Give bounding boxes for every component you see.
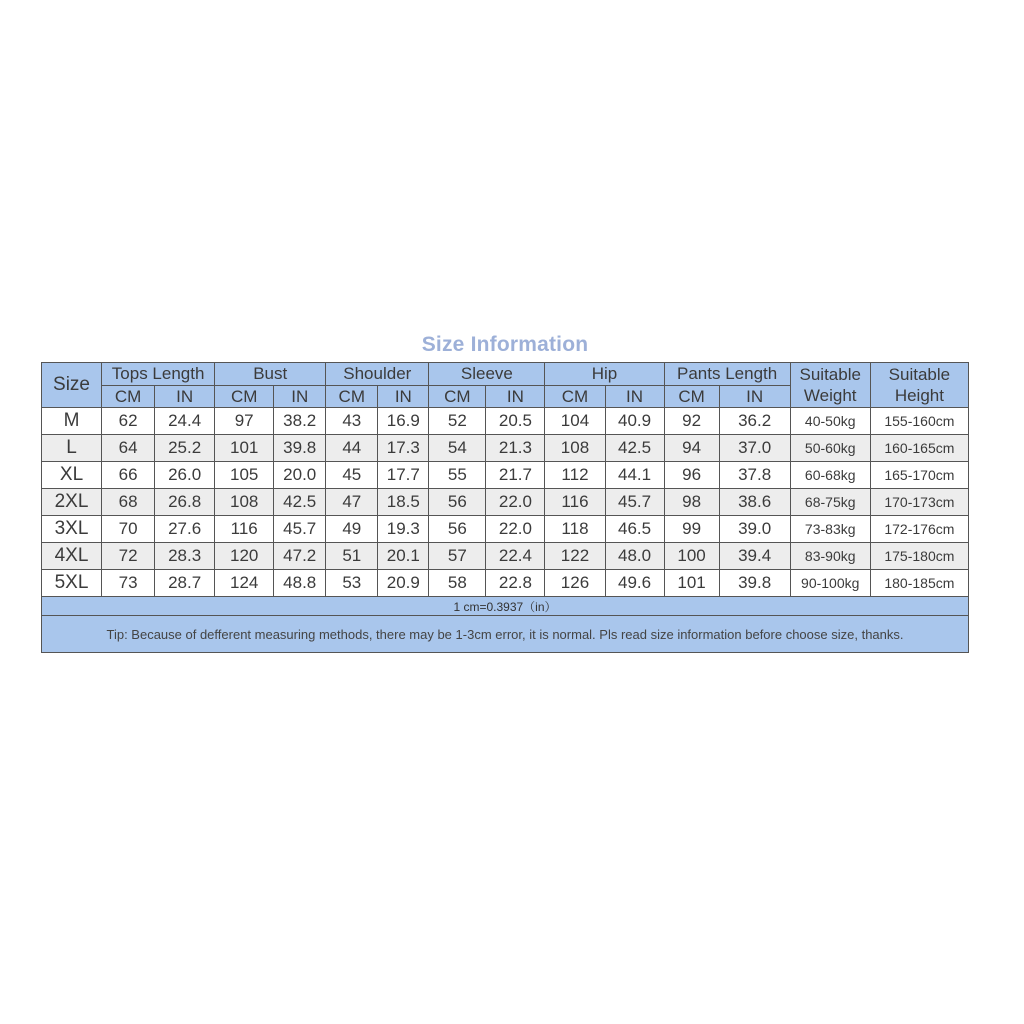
suitable-weight-value: 73-83kg — [790, 516, 870, 543]
header-height-line1: Suitable — [888, 365, 951, 384]
size-table — [41, 362, 969, 653]
cm-value: 47 — [326, 489, 378, 516]
cm-value: 116 — [545, 489, 605, 516]
cm-value: 101 — [215, 435, 274, 462]
unit-in: IN — [274, 386, 326, 408]
size-header: Size — [42, 363, 102, 408]
cm-value: 100 — [664, 543, 719, 570]
in-value: 39.8 — [719, 570, 790, 597]
cm-value: 58 — [429, 570, 486, 597]
in-value: 39.4 — [719, 543, 790, 570]
suitable-height-value: 172-176cm — [870, 516, 968, 543]
cm-value: 112 — [545, 462, 605, 489]
in-value: 38.6 — [719, 489, 790, 516]
in-value: 28.3 — [155, 543, 215, 570]
cm-value: 55 — [429, 462, 486, 489]
header-weight-line2: Weight — [803, 386, 857, 405]
header-weight-line1: Suitable — [799, 365, 861, 384]
header-tops-length: Tops Length — [102, 363, 215, 386]
unit-cm: CM — [429, 386, 486, 408]
header-height-line2: Height — [894, 386, 944, 405]
cm-value: 52 — [429, 408, 486, 435]
in-value: 18.5 — [378, 489, 429, 516]
cm-value: 73 — [102, 570, 155, 597]
in-value: 20.0 — [274, 462, 326, 489]
in-value: 26.0 — [155, 462, 215, 489]
cm-value: 120 — [215, 543, 274, 570]
cm-value: 94 — [664, 435, 719, 462]
table-row — [42, 435, 969, 462]
in-value: 20.1 — [378, 543, 429, 570]
cm-value: 57 — [429, 543, 486, 570]
in-value: 22.0 — [486, 516, 545, 543]
in-value: 44.1 — [605, 462, 664, 489]
table-row — [42, 489, 969, 516]
in-value: 25.2 — [155, 435, 215, 462]
unit-in: IN — [155, 386, 215, 408]
cm-value: 70 — [102, 516, 155, 543]
suitable-height-value: 175-180cm — [870, 543, 968, 570]
in-value: 21.3 — [486, 435, 545, 462]
tip-note: Tip: Because of defferent measuring methods, there may be 1-3cm error, it is normal. Pls read size information before choose size, thanks. — [42, 616, 969, 653]
suitable-weight-value: 68-75kg — [790, 489, 870, 516]
table-row — [42, 462, 969, 489]
cm-value: 56 — [429, 489, 486, 516]
unit-in: IN — [719, 386, 790, 408]
in-value: 38.2 — [274, 408, 326, 435]
in-value: 37.8 — [719, 462, 790, 489]
header-sleeve: Sleeve — [429, 363, 545, 386]
cm-value: 118 — [545, 516, 605, 543]
size-label: 3XL — [42, 516, 102, 543]
conversion-row — [42, 597, 969, 616]
unit-in: IN — [605, 386, 664, 408]
in-value: 46.5 — [605, 516, 664, 543]
unit-in: IN — [378, 386, 429, 408]
cm-value: 43 — [326, 408, 378, 435]
cm-value: 98 — [664, 489, 719, 516]
header-suitable-height — [870, 363, 968, 408]
size-label: 5XL — [42, 570, 102, 597]
page-title: Size Information — [421, 333, 589, 356]
in-value: 22.0 — [486, 489, 545, 516]
size-label: XL — [42, 462, 102, 489]
suitable-height-value: 155-160cm — [870, 408, 968, 435]
cm-value: 96 — [664, 462, 719, 489]
header-hip: Hip — [545, 363, 664, 386]
cm-value: 62 — [102, 408, 155, 435]
cm-value: 66 — [102, 462, 155, 489]
cm-value: 44 — [326, 435, 378, 462]
cm-value: 45 — [326, 462, 378, 489]
in-value: 48.8 — [274, 570, 326, 597]
cm-value: 116 — [215, 516, 274, 543]
cm-value: 49 — [326, 516, 378, 543]
in-value: 49.6 — [605, 570, 664, 597]
cm-value: 72 — [102, 543, 155, 570]
tip-row — [42, 616, 969, 653]
in-value: 47.2 — [274, 543, 326, 570]
in-value: 42.5 — [274, 489, 326, 516]
unit-cm: CM — [102, 386, 155, 408]
table-row — [42, 516, 969, 543]
cm-value: 124 — [215, 570, 274, 597]
cm-value: 56 — [429, 516, 486, 543]
suitable-weight-value: 40-50kg — [790, 408, 870, 435]
table-row — [42, 408, 969, 435]
header-shoulder: Shoulder — [326, 363, 429, 386]
unit-cm: CM — [664, 386, 719, 408]
cm-value: 92 — [664, 408, 719, 435]
header-group-row — [42, 363, 969, 386]
in-value: 22.4 — [486, 543, 545, 570]
suitable-height-value: 160-165cm — [870, 435, 968, 462]
cm-value: 54 — [429, 435, 486, 462]
in-value: 39.0 — [719, 516, 790, 543]
header-pants-length: Pants Length — [664, 363, 790, 386]
size-label: 2XL — [42, 489, 102, 516]
in-value: 39.8 — [274, 435, 326, 462]
cm-value: 64 — [102, 435, 155, 462]
cm-value: 104 — [545, 408, 605, 435]
cm-value: 122 — [545, 543, 605, 570]
in-value: 45.7 — [605, 489, 664, 516]
in-value: 42.5 — [605, 435, 664, 462]
suitable-weight-value: 50-60kg — [790, 435, 870, 462]
table-row — [42, 543, 969, 570]
size-label: 4XL — [42, 543, 102, 570]
in-value: 20.9 — [378, 570, 429, 597]
in-value: 26.8 — [155, 489, 215, 516]
suitable-height-value: 170-173cm — [870, 489, 968, 516]
cm-value: 51 — [326, 543, 378, 570]
unit-cm: CM — [326, 386, 378, 408]
cm-value: 108 — [545, 435, 605, 462]
cm-value: 126 — [545, 570, 605, 597]
in-value: 17.7 — [378, 462, 429, 489]
unit-cm: CM — [545, 386, 605, 408]
unit-cm: CM — [215, 386, 274, 408]
in-value: 21.7 — [486, 462, 545, 489]
in-value: 24.4 — [155, 408, 215, 435]
size-label: L — [42, 435, 102, 462]
cm-value: 97 — [215, 408, 274, 435]
in-value: 27.6 — [155, 516, 215, 543]
in-value: 36.2 — [719, 408, 790, 435]
suitable-weight-value: 90-100kg — [790, 570, 870, 597]
in-value: 16.9 — [378, 408, 429, 435]
cm-value: 105 — [215, 462, 274, 489]
cm-value: 99 — [664, 516, 719, 543]
suitable-weight-value: 83-90kg — [790, 543, 870, 570]
in-value: 40.9 — [605, 408, 664, 435]
in-value: 17.3 — [378, 435, 429, 462]
in-value: 20.5 — [486, 408, 545, 435]
in-value: 48.0 — [605, 543, 664, 570]
conversion-note: 1 cm=0.3937（in） — [42, 597, 969, 616]
suitable-height-value: 180-185cm — [870, 570, 968, 597]
table-row — [42, 570, 969, 597]
in-value: 37.0 — [719, 435, 790, 462]
cm-value: 53 — [326, 570, 378, 597]
size-label: M — [42, 408, 102, 435]
suitable-weight-value: 60-68kg — [790, 462, 870, 489]
in-value: 22.8 — [486, 570, 545, 597]
cm-value: 101 — [664, 570, 719, 597]
cm-value: 108 — [215, 489, 274, 516]
header-bust: Bust — [215, 363, 326, 386]
suitable-height-value: 165-170cm — [870, 462, 968, 489]
size-rows — [42, 408, 969, 597]
unit-in: IN — [486, 386, 545, 408]
header-suitable-weight — [790, 363, 870, 408]
in-value: 19.3 — [378, 516, 429, 543]
cm-value: 68 — [102, 489, 155, 516]
in-value: 28.7 — [155, 570, 215, 597]
in-value: 45.7 — [274, 516, 326, 543]
